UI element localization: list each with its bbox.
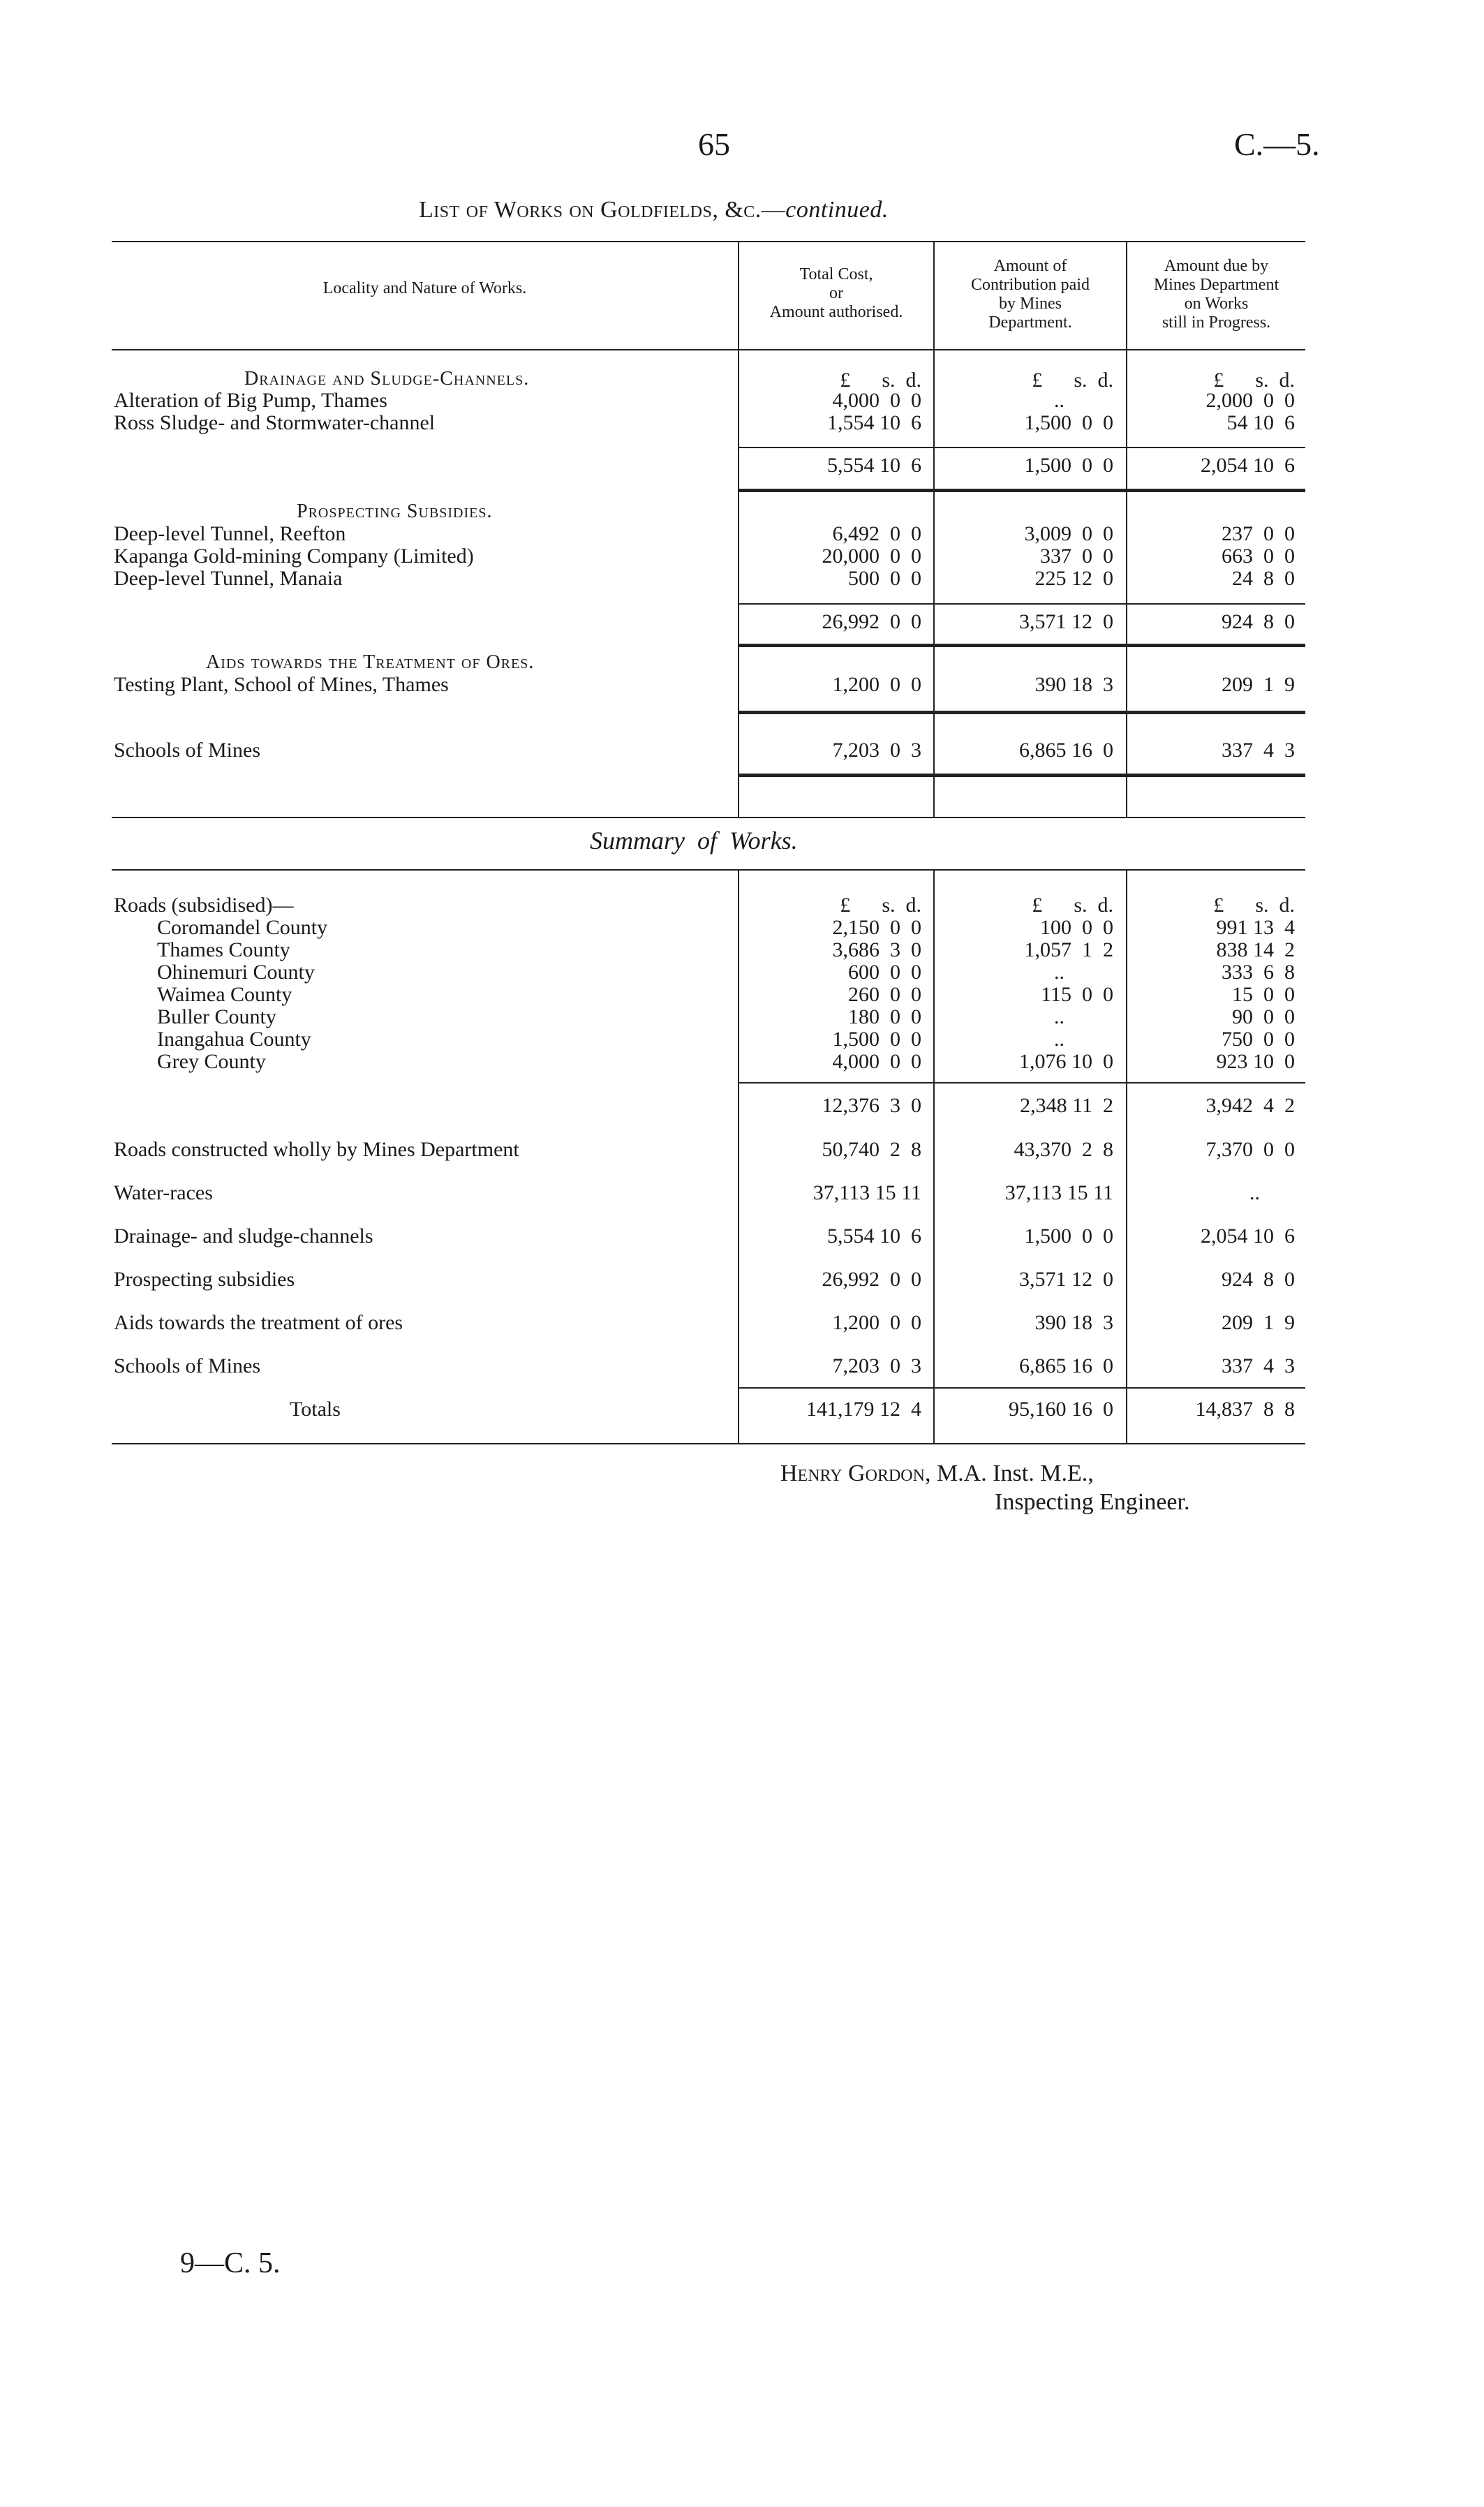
sheet-signature-mark: 9—C. 5. bbox=[180, 2247, 281, 2279]
subtotal-double-rule bbox=[738, 711, 1305, 714]
cell-total: 26,992 0 0 bbox=[822, 1268, 921, 1291]
cell-amount-due: 7,370 0 0 bbox=[1205, 1138, 1295, 1161]
cell-total: 37,113 15 11 bbox=[813, 1181, 921, 1204]
table-row-label: Deep-level Tunnel, Reefton bbox=[114, 522, 346, 545]
summary-currency-head-amount-due: £ s. d. bbox=[1213, 894, 1295, 917]
subtotal-amount-due: 924 8 0 bbox=[1222, 610, 1295, 633]
cell-amount-due: 337 4 3 bbox=[1222, 739, 1295, 762]
signatory-role: Inspecting Engineer. bbox=[995, 1489, 1190, 1515]
cell-total: 5,554 10 6 bbox=[827, 1225, 921, 1248]
summary-currency-head-contribution: £ s. d. bbox=[1032, 894, 1113, 917]
signatory-name: Henry Gordon bbox=[780, 1460, 925, 1486]
cell-total: 7,203 0 3 bbox=[832, 739, 921, 762]
cell-total: 1,500 0 0 bbox=[832, 1028, 921, 1051]
cell-amount-due: 209 1 9 bbox=[1222, 673, 1295, 696]
table-row-label: Prospecting subsidies bbox=[114, 1268, 295, 1291]
column-header-contribution: Amount of Contribution paid by Mines Department. bbox=[971, 257, 1090, 332]
cell-total: 1,200 0 0 bbox=[832, 1311, 921, 1334]
cell-contribution: 390 18 3 bbox=[1034, 1311, 1113, 1334]
currency-head-amount-due: £ s. d. bbox=[1213, 369, 1295, 392]
page-number: 65 bbox=[698, 126, 730, 162]
cell-contribution: 115 0 0 bbox=[1041, 983, 1113, 1006]
subtotal-contribution: 3,571 12 0 bbox=[1019, 610, 1113, 633]
subtotal-total: 5,554 10 6 bbox=[827, 454, 921, 477]
title-continued: continued. bbox=[785, 197, 889, 223]
grand-contribution: 95,160 16 0 bbox=[1009, 1398, 1113, 1421]
subtotal-rule bbox=[738, 447, 1305, 448]
page-title bbox=[419, 197, 889, 223]
section-heading-drainage: Drainage and Sludge-Channels. bbox=[244, 368, 530, 390]
cell-total: 500 0 0 bbox=[848, 567, 921, 590]
table-row-label: Coromandel County bbox=[157, 916, 328, 939]
column-divider-1 bbox=[738, 241, 739, 817]
summary-column-divider-3 bbox=[1126, 869, 1127, 1443]
cell-total: 180 0 0 bbox=[848, 1005, 921, 1028]
cell-contribution: 6,865 16 0 bbox=[1019, 1354, 1113, 1377]
cell-contribution: 43,370 2 8 bbox=[1014, 1138, 1113, 1161]
table-row-label: Kapanga Gold-mining Company (Limited) bbox=[114, 545, 474, 568]
cell-amount-due: 2,000 0 0 bbox=[1205, 389, 1295, 412]
summary-column-divider-1 bbox=[738, 869, 739, 1443]
cell-amount-due: 991 13 4 bbox=[1216, 916, 1295, 939]
cell-contribution: .. bbox=[1054, 1028, 1064, 1051]
summary-bottom-rule bbox=[112, 1443, 1305, 1444]
cell-total: 1,554 10 6 bbox=[827, 411, 921, 434]
table-row-label: Grey County bbox=[157, 1050, 266, 1073]
cell-contribution: 1,500 0 0 bbox=[1024, 1225, 1113, 1248]
cell-amount-due: 750 0 0 bbox=[1222, 1028, 1295, 1051]
cell-amount-due: 90 0 0 bbox=[1232, 1005, 1295, 1028]
grand-amount-due: 14,837 8 8 bbox=[1195, 1398, 1295, 1421]
subtotal-contribution: 1,500 0 0 bbox=[1024, 454, 1113, 477]
cell-amount-due: 237 0 0 bbox=[1222, 522, 1295, 545]
cell-contribution: .. bbox=[1054, 1005, 1064, 1028]
cell-total: 20,000 0 0 bbox=[822, 545, 921, 568]
table-row-label: Drainage- and sludge-channels bbox=[114, 1225, 373, 1248]
column-header-locality: Locality and Nature of Works. bbox=[322, 279, 527, 297]
totals-label: Totals bbox=[290, 1398, 341, 1421]
cell-total: 3,686 3 0 bbox=[832, 938, 921, 961]
cell-total: 7,203 0 3 bbox=[832, 1354, 921, 1377]
cell-total: 6,492 0 0 bbox=[832, 522, 921, 545]
cell-contribution: 3,571 12 0 bbox=[1019, 1268, 1113, 1291]
roads-subtotal-contribution: 2,348 11 2 bbox=[1020, 1094, 1113, 1117]
cell-contribution: .. bbox=[1054, 961, 1064, 984]
table-row-label: Thames County bbox=[157, 938, 290, 961]
cell-total: 2,150 0 0 bbox=[832, 916, 921, 939]
table-row-label: Aids towards the treatment of ores bbox=[114, 1311, 403, 1334]
subtotal-rule bbox=[738, 603, 1305, 605]
table-row-label: Deep-level Tunnel, Manaia bbox=[114, 567, 343, 590]
cell-contribution: 337 0 0 bbox=[1040, 545, 1113, 568]
roads-subtotal-amount-due: 3,942 4 2 bbox=[1205, 1094, 1295, 1117]
cell-amount-due: 333 6 8 bbox=[1222, 961, 1295, 984]
cell-total: 1,200 0 0 bbox=[832, 673, 921, 696]
cell-amount-due: 838 14 2 bbox=[1216, 938, 1295, 961]
summary-heading: Summary of Works. bbox=[590, 827, 798, 855]
cell-amount-due: 54 10 6 bbox=[1226, 411, 1295, 434]
cell-contribution: 225 12 0 bbox=[1034, 567, 1113, 590]
cell-contribution: 1,057 1 2 bbox=[1024, 938, 1113, 961]
cell-total: 600 0 0 bbox=[848, 961, 921, 984]
cell-contribution: 3,009 0 0 bbox=[1024, 522, 1113, 545]
roads-subtotal-rule bbox=[738, 1082, 1305, 1084]
title-main: List of Works on Goldfields, &c.— bbox=[419, 197, 786, 223]
cell-total: 50,740 2 8 bbox=[822, 1138, 921, 1161]
cell-amount-due: 924 8 0 bbox=[1222, 1268, 1295, 1291]
summary-column-divider-2 bbox=[933, 869, 935, 1443]
cell-amount-due: 2,054 10 6 bbox=[1201, 1225, 1295, 1248]
cell-amount-due: 663 0 0 bbox=[1222, 545, 1295, 568]
grand-total: 141,179 12 4 bbox=[806, 1398, 921, 1421]
cell-contribution: 6,865 16 0 bbox=[1019, 739, 1113, 762]
table-row-label: Schools of Mines bbox=[114, 1354, 260, 1377]
cell-total: 4,000 0 0 bbox=[832, 389, 921, 412]
section-heading-prospecting: Prospecting Subsidies. bbox=[297, 501, 493, 522]
currency-head-total: £ s. d. bbox=[840, 369, 921, 392]
totals-rule bbox=[738, 1387, 1305, 1389]
subtotal-double-rule bbox=[738, 644, 1305, 647]
cell-amount-due: 923 10 0 bbox=[1216, 1050, 1295, 1073]
table-row-label: Ross Sludge- and Stormwater-channel bbox=[114, 411, 436, 434]
cell-amount-due: 15 0 0 bbox=[1232, 983, 1295, 1006]
table-row-label: Water-races bbox=[114, 1181, 213, 1204]
section-heading-aids: Aids towards the Treatment of Ores. bbox=[206, 651, 535, 673]
subtotal-double-rule bbox=[738, 489, 1305, 492]
cell-amount-due: .. bbox=[1249, 1181, 1260, 1204]
table-row-label: Buller County bbox=[157, 1005, 276, 1028]
table-bottom-rule bbox=[112, 817, 1305, 818]
cell-contribution: 1,076 10 0 bbox=[1019, 1050, 1113, 1073]
roads-heading: Roads (subsidised)— bbox=[114, 894, 294, 917]
cell-total: 260 0 0 bbox=[848, 983, 921, 1006]
cell-amount-due: 337 4 3 bbox=[1222, 1354, 1295, 1377]
cell-contribution: 100 0 0 bbox=[1040, 916, 1113, 939]
cell-contribution: .. bbox=[1054, 389, 1064, 412]
signatory-qualifications: , M.A. Inst. M.E., bbox=[924, 1460, 1094, 1486]
table-row-label: Ohinemuri County bbox=[157, 961, 315, 984]
table-row-label: Testing Plant, School of Mines, Thames bbox=[114, 673, 449, 696]
cell-contribution: 390 18 3 bbox=[1034, 673, 1113, 696]
currency-head-contribution: £ s. d. bbox=[1032, 369, 1113, 392]
summary-currency-head-total: £ s. d. bbox=[840, 894, 921, 917]
signature-block bbox=[780, 1460, 1094, 1487]
column-header-amount-due: Amount due by Mines Department on Works still in Progress. bbox=[1153, 257, 1279, 332]
table-row-label: Roads constructed wholly by Mines Department bbox=[114, 1138, 519, 1161]
cell-total: 4,000 0 0 bbox=[832, 1050, 921, 1073]
table-row-label: Inangahua County bbox=[157, 1028, 311, 1051]
document-reference: C.—5. bbox=[1234, 126, 1320, 162]
subtotal-total: 26,992 0 0 bbox=[822, 610, 921, 633]
table-row-label: Schools of Mines bbox=[114, 739, 260, 762]
cell-amount-due: 209 1 9 bbox=[1222, 1311, 1295, 1334]
column-header-total-cost: Total Cost, or Amount authorised. bbox=[769, 265, 903, 321]
roads-subtotal-total: 12,376 3 0 bbox=[822, 1094, 921, 1117]
cell-contribution: 1,500 0 0 bbox=[1024, 411, 1113, 434]
table-row-label: Waimea County bbox=[157, 983, 292, 1006]
cell-amount-due: 24 8 0 bbox=[1232, 567, 1295, 590]
cell-contribution: 37,113 15 11 bbox=[1004, 1181, 1113, 1204]
subtotal-double-rule bbox=[738, 774, 1305, 777]
subtotal-amount-due: 2,054 10 6 bbox=[1201, 454, 1295, 477]
table-row-label: Alteration of Big Pump, Thames bbox=[114, 389, 387, 412]
